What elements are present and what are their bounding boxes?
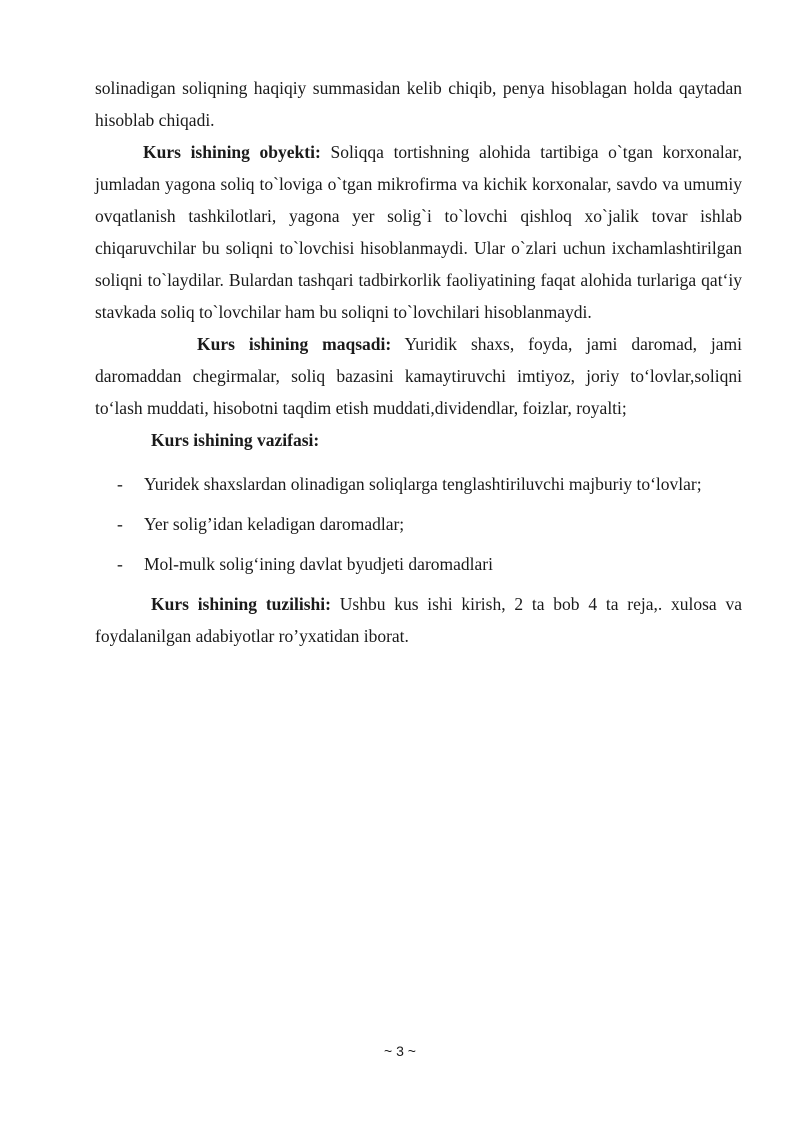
list-item [95, 508, 742, 540]
tasks-list [95, 468, 742, 580]
goal-label: Kurs ishining maqsadi: [197, 334, 392, 354]
object-label: Kurs ishining obyekti: [143, 142, 321, 162]
structure-text: Ushbu kus ishi kirish, 2 ta bob 4 ta reja,. xulosa va foydalanilgan adabiyotlar ro’yxatidan iborat. [95, 594, 742, 646]
bullet-dash: - [117, 474, 123, 494]
bullet-dash: - [117, 554, 123, 574]
intro-paragraph: solinadigan soliqning haqiqiy summasidan kelib chiqib, penya hisoblagan holda qaytadan hisoblab chiqadi. [95, 78, 742, 130]
structure-paragraph [95, 588, 742, 652]
list-item-text: Yer solig’idan keladigan daromadlar; [144, 514, 405, 534]
structure-label: Kurs ishining tuzilishi: [151, 594, 331, 614]
tasks-heading: Kurs ishining vazifasi: [151, 430, 320, 450]
bullet-dash: - [117, 514, 123, 534]
list-item [95, 468, 742, 500]
page-number: ~ 3 ~ [384, 1043, 416, 1059]
list-item-text: Yuridek shaxslardan olinadigan soliqlarga tenglashtiriluvchi majburiy to‘lovlar; [144, 474, 702, 494]
object-text: Soliqqa tortishning alohida tartibiga o`tgan korxonalar, jumladan yagona soliq to`loviga o`tgan mikrofirma va kichik korxonalar, savdo va umumiy ovqatlanish tashkilotlari, yagona yer solig`i to`lovchi qishloq xo`jalik tovar ishlab chiqaruvchilar bu soliqni to`lovchisi hisoblanmaydi. Ular o`zlari uchun ixchamlashtirilgan soliqni to`laydilar. Bulardan tashqari tadbirkorlik faoliyatining faqat alohida turlariga qat‘iy stavkada soliq to`lovchilar ham bu soliqni to`lovchilari hisoblanmaydi. [95, 142, 742, 322]
list-item-text: Mol-mulk solig‘ining davlat byudjeti daromadlari [144, 554, 493, 574]
goal-paragraph [95, 328, 742, 424]
object-paragraph [95, 136, 742, 328]
goal-text: Yuridik shaxs, foyda, jami daromad, jami daromaddan chegirmalar, soliq bazasini kamaytiruvchi imtiyoz, joriy to‘lovlar,soliqni to‘lash muddati, hisobotni taqdim etish muddati,dividendlar, foizlar, royalti; [95, 334, 743, 418]
document-body [95, 72, 742, 652]
list-item [95, 548, 742, 580]
